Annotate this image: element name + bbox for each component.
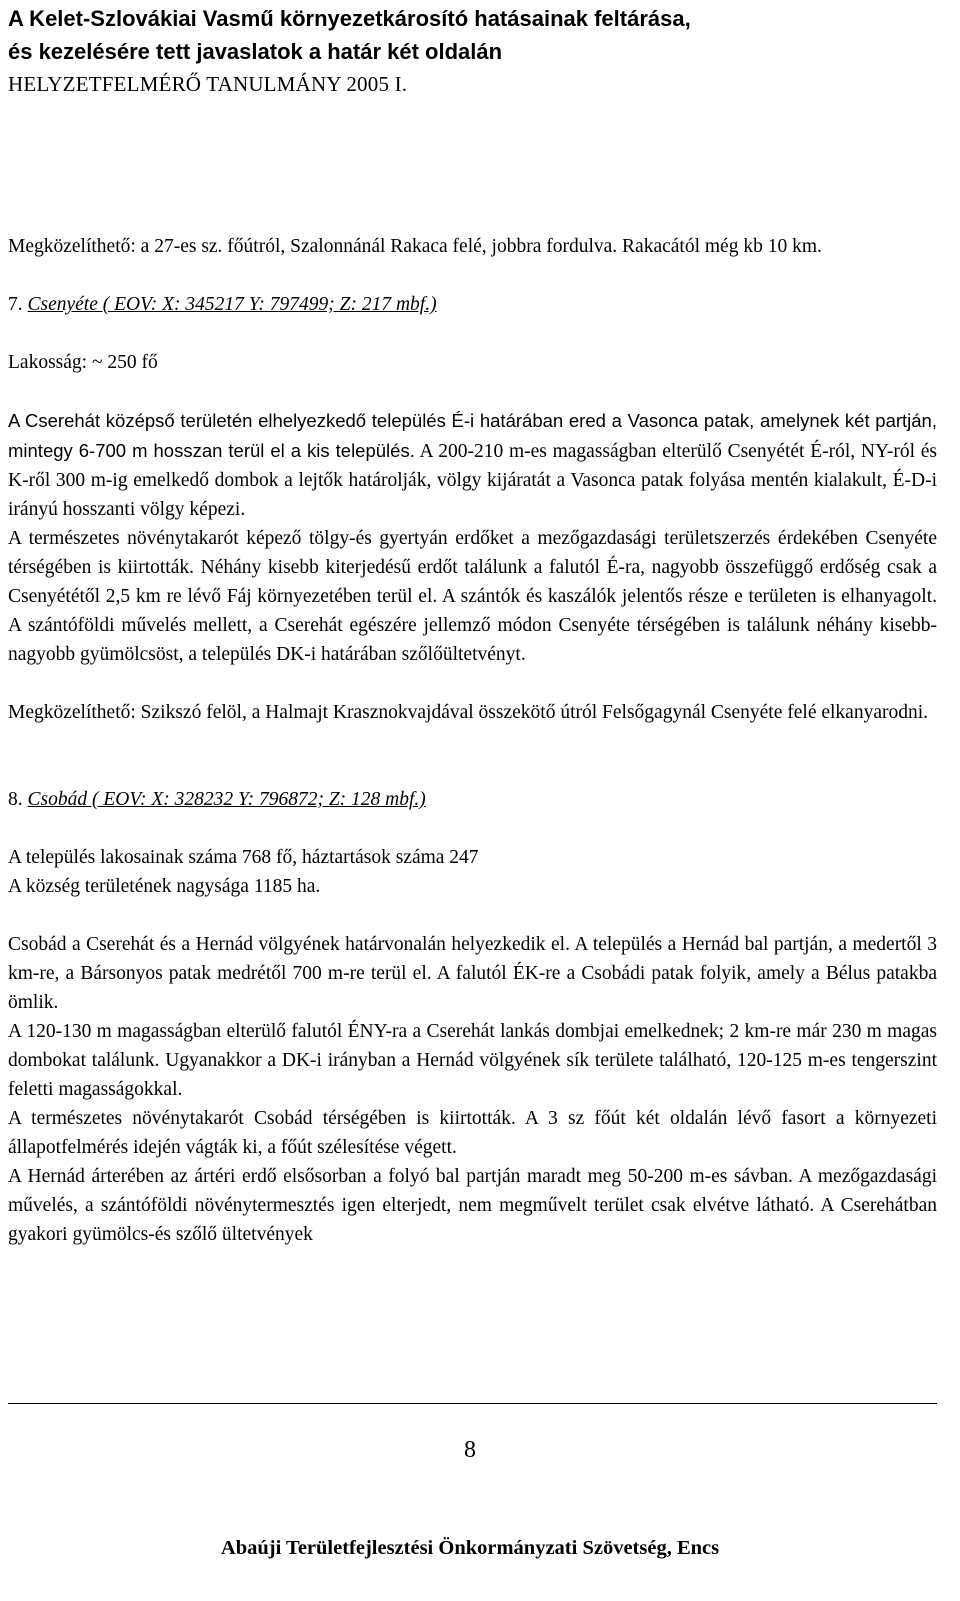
document-body xyxy=(8,232,937,1249)
previous-access-paragraph: Megközelíthető: a 27-es sz. főútról, Szalonnánál Rakaca felé, jobbra fordulva. Rakacától még kb 10 km. xyxy=(8,236,822,257)
section-7-heading xyxy=(8,290,937,319)
header-title-line-1: A Kelet-Szlovákiai Vasmű környezetkárosító hatásainak feltárása, xyxy=(8,6,691,31)
section-8-paragraph-1: Csobád a Cserehát és a Hernád völgyének határvonalán helyezkedik el. A település a Hernád bal partján, a medertől 3 km-re, a Bársonyos patak medrétől 700 m-re terül el. A falutól ÉK-re a Csobádi patak folyik, amely a Bélus patakba ömlik. xyxy=(8,934,937,1013)
section-7-access: Megközelíthető: Szikszó felöl, a Halmajt Krasznokvajdával összekötő útról Felsőgagynál Csenyéte felé elkanyarodni. xyxy=(8,702,929,723)
section-8-title: Csobád ( EOV: X: 328232 Y: 796872; Z: 128 mbf.) xyxy=(27,789,426,810)
section-7-number: 7. xyxy=(8,294,23,315)
section-8-paragraph-2: A 120-130 m magasságban elterülő falutól ÉNY-ra a Cserehát lankás dombjai emelkednek; 2 km-re már 230 m magas dombokat találunk. Ugyanakkor a DK-i irányban a Hernád völgyének sík területe található, 120-125 m-es tengerszint feletti magasságokkal. xyxy=(8,1021,937,1100)
section-8-heading xyxy=(8,785,937,814)
section-7-paragraph-1-lead: A Cserehát középső területén elhelyezkedő település É-i határában ered a Vasonca patak, amelynek két partján, mintegy 6-700 m hosszan terül el a kis település. xyxy=(8,410,937,461)
header-title-line-2: és kezelésére tett javaslatok a határ két oldalán xyxy=(8,39,503,64)
section-7-paragraph-1-rest: A 200-210 m-es magasságban elterülő Csenyétét É-ról, NY-ról és K-ről 300 m-ig emelkedő dombok a lejtők határolják, völgy kijáratát a Vasonca patak folyása mentén kialakult, É-D-i irányú hosszanti völgy képezi. xyxy=(8,441,937,520)
section-8-population: A település lakosainak száma 768 fő, háztartások száma 247 xyxy=(8,847,479,868)
document-header xyxy=(8,2,948,101)
section-8-number: 8. xyxy=(8,789,23,810)
section-7-title: Csenyéte ( EOV: X: 345217 Y: 797499; Z: 217 mbf.) xyxy=(27,294,437,315)
section-7-population: Lakosság: ~ 250 fő xyxy=(8,352,158,373)
footer-divider xyxy=(8,1403,937,1404)
header-subtitle: HELYZETFELMÉRŐ TANULMÁNY 2005 I. xyxy=(8,72,408,96)
section-8-paragraph-3: A természetes növénytakarót Csobád térségében is kiirtották. A 3 sz főút két oldalán lévő fasort a környezeti állapotfelmérés idején vágták ki, a főút szélesítése végett. xyxy=(8,1108,937,1158)
section-8-area: A község területének nagysága 1185 ha. xyxy=(8,876,321,897)
page-number: 8 xyxy=(464,1437,476,1463)
footer-organization: Abaúji Területfejlesztési Önkormányzati Szövetség, Encs xyxy=(220,1537,720,1559)
section-8-paragraph-4: A Hernád árterében az ártéri erdő elsősorban a folyó bal partján maradt meg 50-200 m-es sávban. A mezőgazdasági művelés, a szántóföldi növénytermesztés igen elterjedt, nem megművelt terület csak elvétve látható. A Cserehátban gyakori gyümölcs-és szőlő ültetvények xyxy=(8,1166,937,1245)
section-7-paragraph-1 xyxy=(8,406,937,524)
section-7-paragraph-2: A természetes növénytakarót képező tölgy-és gyertyán erdőket a mezőgazdasági területszerzés érdekében Csenyéte térségében is kiirtották. Néhány kisebb kiterjedésű erdőt találunk a falutól É-ra, nagyobb összefüggő erdőség csak a Csenyététől 2,5 km re lévő Fáj környezetében terül el. A szántók és kaszálók jelentős része e területen is elhanyagolt. A szántóföldi művelés mellett, a Cserehát egészére jellemző módon Csenyéte térségében is találunk néhány kisebb-nagyobb gyümölcsöst, a település DK-i határában szőlőültetvényt. xyxy=(8,528,937,665)
